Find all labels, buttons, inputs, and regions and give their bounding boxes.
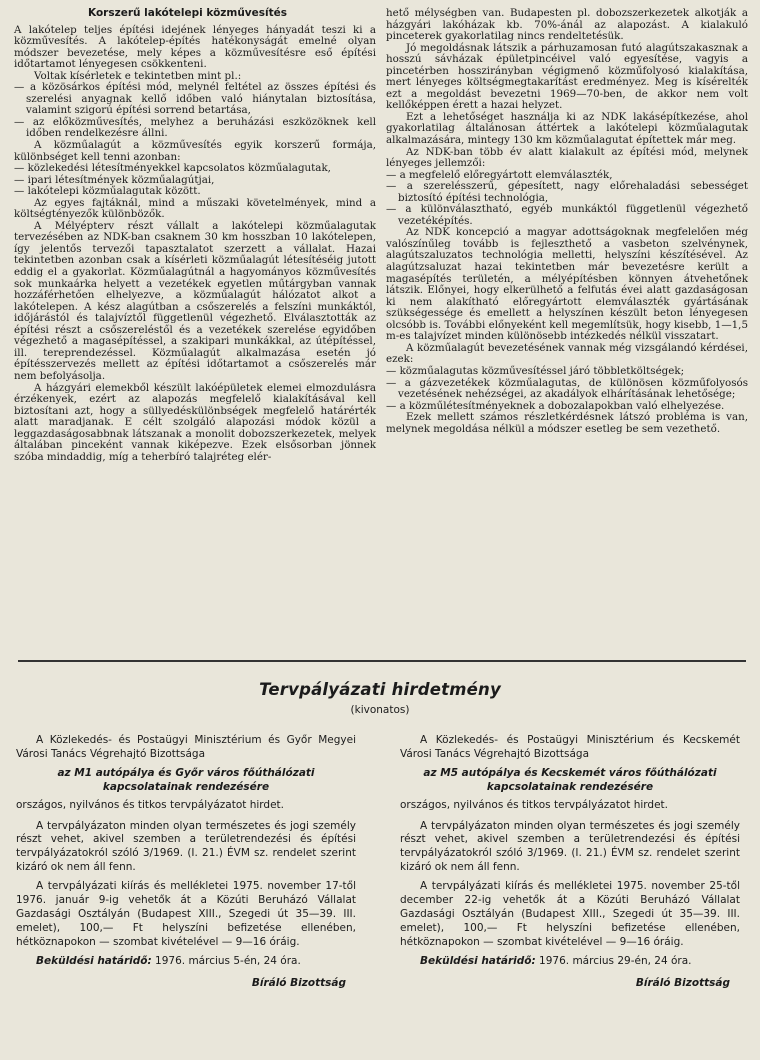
article-title: Korszerű lakótelepi közművesítés	[88, 7, 288, 19]
article-paragraph: Ezek mellett számos részletkérdésnek látszó probléma is van, melynek megoldása nélkül a módszer esetleg be sem vezethető.	[386, 411, 748, 435]
notice-deadline-label: Beküldési határidő:	[36, 954, 152, 967]
article-paragraph: A házgyári elemekből készült lakóépületek elemei elmozdulásra érzékenyek, ezért az alapozás megfelelő kialakításával kell biztosítani azt, hogy a süllyedéskülönbségek megfelelő határérték alatt maradjanak. E célt szolgáló alapozási módok közül a leggazdaságosabbnak látszanak a monolit dobozszerkezetek, melyek általában pinceként vannak kiképezve. Ezek elsősorban jönnek szóba mindaddig, míg a teherbíró talajréteg elér-	[14, 381, 376, 463]
notice-left-column	[16, 734, 356, 996]
article-right-column	[386, 8, 748, 650]
notice-deadline-value: 1976. március 29-én, 24 óra.	[539, 954, 692, 967]
notice-deadline-value: 1976. március 5-én, 24 óra.	[155, 954, 301, 967]
article-paragraph: Ezt a lehetőséget használja ki az NDK lakásépítkezése, ahol gyakorlatilag általánosan áttértek a lakótelepi közműalagutak alkalmazására, mintegy 130 km közműalagutat építettek már meg.	[386, 110, 748, 147]
article-list-item: — közlekedési létesítményekkel kapcsolatos közműalagutak,	[14, 162, 331, 175]
notice-deadline	[16, 955, 356, 969]
notice-project: az M5 autópálya és Kecskemét város főúthálózati kapcsolatainak rendezésére	[423, 766, 717, 793]
article-paragraph: hető mélységben van. Budapesten pl. dobozszerkezetek alkotják a házgyári lakóházak kb. 70%-ánál az alapozást. A kialakuló pinceterek gyakorlatilag nincs rendeltetésük.	[386, 7, 748, 43]
article-list-item: — a megfelelő előregyártott elemválaszték,	[386, 168, 613, 181]
article-list-item: — közműalagutas közművesítéssel járó többletköltségek;	[386, 364, 685, 377]
notice-deadline-label: Beküldési határidő:	[420, 954, 536, 967]
article-left-column	[14, 8, 376, 650]
article-paragraph: A lakótelep teljes építési idejének lényeges hányadát teszi ki a közművesítés. A lakótelep-építés hatékonyságát emelné olyan módszer bevezetése, mely képes a közművesítésre eső építési időtartamot lényegesen csökkenteni.	[14, 23, 376, 71]
article-list-item: — az előközművesítés, melyhez a beruházási eszközöknek kell időben rendelkezésre állni.	[14, 115, 376, 140]
notice-signature: Bíráló Bizottság	[635, 976, 730, 989]
section-divider	[18, 660, 746, 662]
notice-subtitle: (kivonatos)	[350, 704, 410, 716]
notice-eligibility: A tervpályázaton minden olyan természetes és jogi személy részt vehet, akivel szemben a területrendezési és építési tervpályázatokról szóló 3/1969. (I. 21.) ÉVM sz. rendelet szerint kizáró ok nem áll fenn.	[400, 819, 740, 874]
notice-eligibility: A tervpályázaton minden olyan természetes és jogi személy részt vehet, akivel szemben a területrendezési és építési tervpályázatokról szóló 3/1969. (I. 21.) ÉVM sz. rendelet szerint kizáró ok nem áll fenn.	[16, 819, 356, 874]
notice-issuer: A Közlekedés- és Postaügyi Minisztérium és Győr Megyei Városi Tanács Végrehajtó Bizottsága	[16, 734, 356, 760]
notice-title: Tervpályázati hirdetmény	[259, 680, 501, 699]
notice-project: az M1 autópálya és Győr város főúthálózati kapcsolatainak rendezésére	[57, 766, 315, 793]
article-list-item: — a különválasztható, egyéb munkáktól függetlenül végezhető vezetéképítés.	[386, 203, 748, 227]
notice-signature: Bíráló Bizottság	[251, 976, 346, 989]
article-paragraph: Az egyes fajtáknál, mind a műszaki követelmények, mind a költségtényezők különbözők.	[14, 196, 376, 221]
article-paragraph: Jó megoldásnak látszik a párhuzamosan futó alagútszakasznak a hosszú sávházak épületpincéivel való egyesítése, vagyis a pincetérben hosszirányban végigmenő közműfolyosó kialakítása, mert lényeges költségmegtakarítást eredményez. Meg is kísérelték ezt a megoldást bevezetni 1969—70-ben, de akkor nem volt kellőképpen érett a hazai helyzet.	[386, 41, 748, 112]
article-paragraph: Az NDK-ban több év alatt kialakult az építési mód, melynek lényeges jellemzői:	[386, 145, 748, 170]
notice-deadline	[400, 955, 740, 969]
article-list-item: — ipari létesítmények közműalagútjai,	[14, 173, 215, 186]
notice-documents: A tervpályázati kiírás és mellékletei 1975. november 17-től 1976. január 9-ig vehetők át a Közúti Beruházó Vállalat Gazdasági Osztályán (Budapest XIII., Szegedi út 35—39. III. emelet), 100,— Ft helyszíni befizetése ellenében, hétköznapokon — szombat kivételével — 9—16 óráig.	[16, 880, 356, 948]
article-list-item: — a szerelésszerű, gépesített, nagy előrehaladási sebességet biztosító építési technológia,	[386, 180, 748, 204]
article-paragraph: A Mélyépterv részt vállalt a lakótelepi közműalagutak tervezésében az NDK-ban csaknem 30 km hosszban 10 lakótelepen, így jelentős tervezői tapasztalatot szerzett a vállalat. Hazai tekintetben azonban csak a kísérleti közműalagút létesítéséig jutott eddig el a gyakorlat. Közműalagútnál a hagyományos közművesítés sok munkaárka helyett a vezetékek egyetlen műtárgyban vannak hozzáférhetően elhelyezve, a közműalagút hálózatot alkot a lakótelepen. A kész alagútban a csőszerelés a felszíni munkáktól, időjárástól és talajvíztől függetlenül végezhető. Elválasztották az építési részt a csőszereléstől és a vezetékek szerelése egyidőben végezhető a magasépítéssel, a szakipari munkákkal, az útépítéssel, ill. tereprendezéssel. Közműalagút alkalmazása esetén jó építésszervezés mellett az építési időtartamot a csőszerelés már nem befolyásolja.	[14, 219, 376, 382]
notice-right-column	[400, 734, 740, 996]
article-paragraph: Voltak kísérletek e tekintetben mint pl.:	[34, 69, 242, 82]
notice-documents: A tervpályázati kiírás és mellékletei 1975. november 25-től december 22-ig vehetők át a Közúti Beruházó Vállalat Gazdasági Osztályán (Budapest XIII., Szegedi út 35—39. III. emelet), 100,— Ft helyszíni befizetése ellenében, hétköznapokon — szombat kivételével — 9—16 óráig.	[400, 880, 740, 948]
notice-announcement: országos, nyilvános és titkos tervpályázatot hirdet.	[16, 798, 284, 811]
article-list-item: — a gázvezetékek közműalagutas, de különösen közműfolyosós vezetésének nehézségei, az akadályok elhárításának lehetősége;	[386, 376, 748, 401]
notice-announcement: országos, nyilvános és titkos tervpályázatot hirdet.	[400, 798, 668, 811]
article-paragraph: A közműalagút a közművesítés egyik korszerű formája, különbséget kell tenni azonban:	[14, 139, 376, 163]
article-paragraph: Az NDK koncepció a magyar adottságoknak megfelelően még valószínűleg tovább is fejleszthető a vasbeton szelvénynek, alagútszaluzatos technológia melletti, helyszíni készítésével. Az alagútzsaluzat hazai tekintetben már bevezetésre került a magasépítés területén, a mélyépítésben könnyen átvehetőnek látszik. Előnyei, hogy elkerülhető a felfutás évei alatt gazdaságosan ki nem alakítható előregyártott elemválaszték gyártásának szükségessége és emellett a helyszínen készült beton lényegesen olcsóbb is. További előnyeként kell megemlítsük, hogy kisebb, 1—1,5 m-es talajvízet minden különösebb intézkedés nélkül visszatart.	[386, 226, 748, 343]
article-list-item: — a közösárkos építési mód, melynél feltétel az összes építési és szerelési anyagnak kellő időben való hiánytalan biztosítása, valamint szigorú építési sorrend betartása,	[14, 81, 376, 117]
notice-issuer: A Közlekedés- és Postaügyi Minisztérium és Kecskemét Városi Tanács Végrehajtó Bizottsága	[400, 734, 740, 760]
article-paragraph: A közműalagút bevezetésének vannak még vizsgálandó kérdései, ezek:	[386, 341, 748, 366]
article-list-item: — lakótelepi közműalagutak között.	[14, 185, 201, 198]
article-list-item: — a közműlétesítményeknek a dobozalapokban való elhelyezése.	[386, 399, 725, 412]
article	[14, 8, 748, 650]
